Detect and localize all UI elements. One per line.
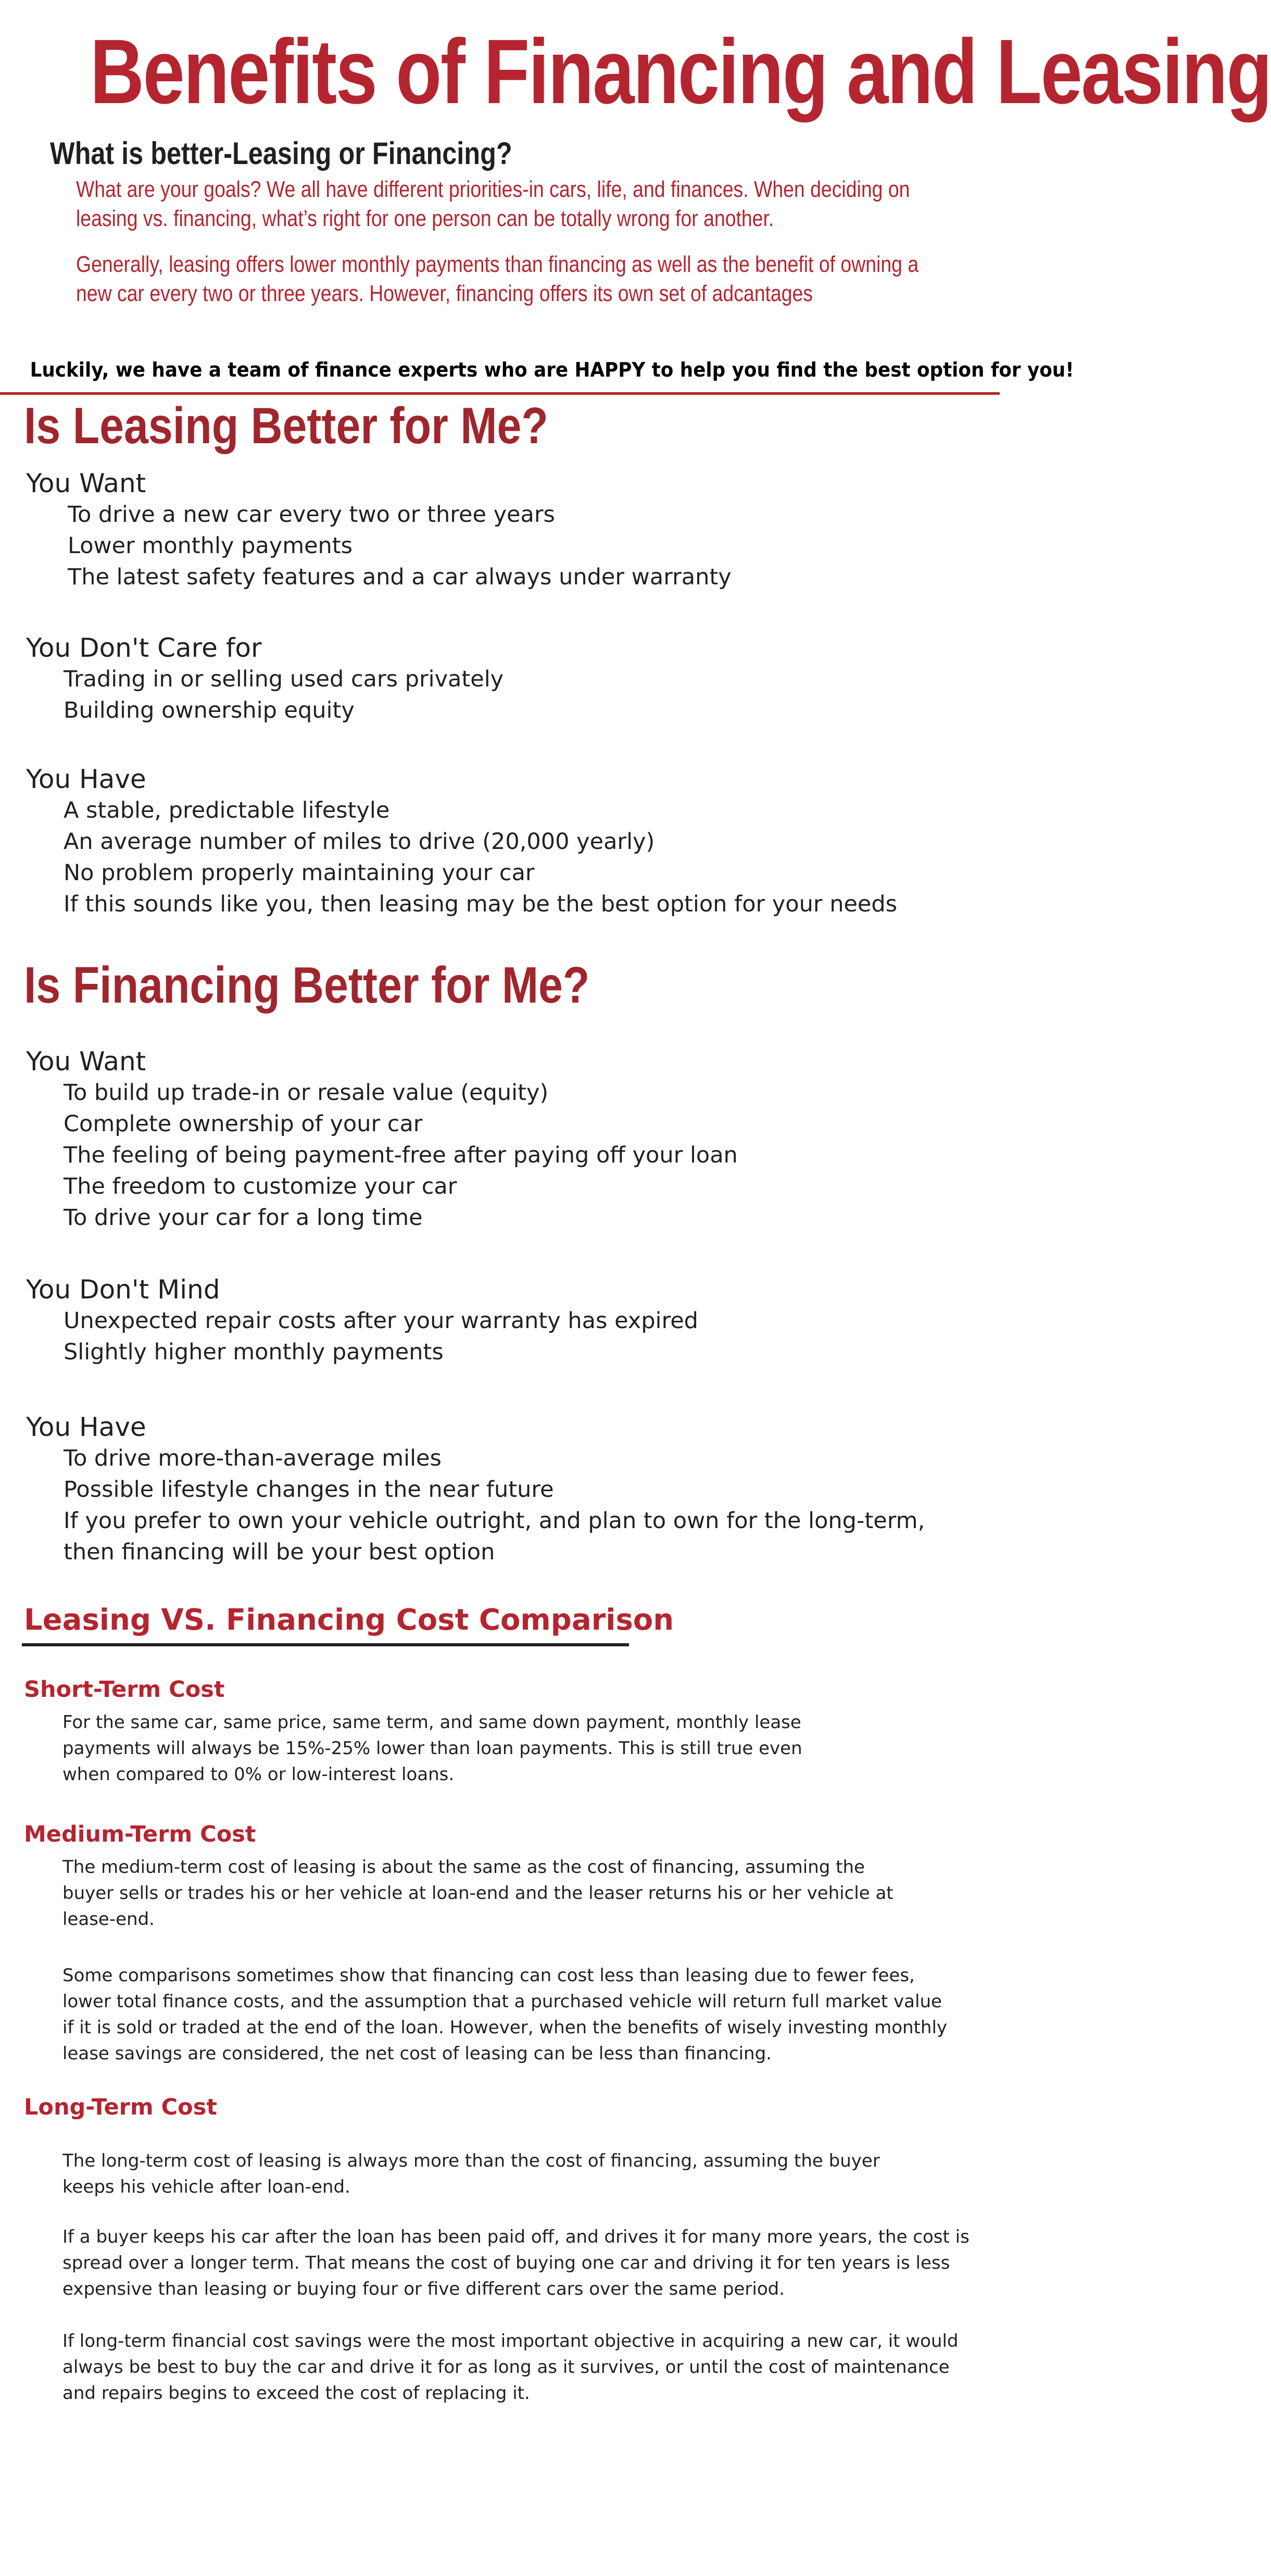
intro-question: What is better-Leasing or Financing? bbox=[50, 136, 512, 171]
financing-you-want bbox=[26, 1046, 738, 1233]
list-item: To drive more-than-average miles bbox=[64, 1445, 442, 1471]
list-item: Slightly higher monthly payments bbox=[64, 1339, 444, 1365]
cost-comparison-title: Leasing VS. Financing Cost Comparison bbox=[24, 1603, 674, 1637]
group-heading: You Have bbox=[26, 764, 146, 794]
list-item: To drive your car for a long time bbox=[64, 1205, 423, 1231]
list-item: A stable, predictable lifestyle bbox=[64, 797, 390, 823]
page-title: Benefits of Financing and Leasing bbox=[90, 21, 1271, 123]
group-heading: You Want bbox=[26, 468, 146, 498]
financing-you-dont-mind bbox=[26, 1274, 698, 1368]
list-item: Unexpected repair costs after your warranty has expired bbox=[64, 1308, 698, 1334]
short-term-paragraph: For the same car, same price, same term, and same down payment, monthly lease payments will always be 15%-25% lower than loan payments. This is still true even when compared to 0% or low-interest loans. bbox=[62, 1712, 802, 1785]
group-heading: You Want bbox=[26, 1046, 146, 1077]
long-term-paragraph-2: If a buyer keeps his car after the loan has been paid off, and drives it for many more years, the cost is spread over a longer term. That means the cost of buying one car and driving it for ten years is less expensive than leasing or buying four or five different cars over the same period. bbox=[62, 2227, 970, 2299]
leasing-you-have bbox=[26, 764, 897, 920]
financing-want-list bbox=[26, 1077, 738, 1233]
list-item: To drive a new car every two or three years bbox=[68, 502, 555, 528]
leasing-dont-care-list bbox=[26, 664, 504, 726]
short-term-heading: Short-Term Cost bbox=[24, 1677, 225, 1703]
list-item: then financing will be your best option bbox=[64, 1539, 495, 1565]
list-item: Building ownership equity bbox=[64, 697, 355, 723]
list-item: If this sounds like you, then leasing may be the best option for your needs bbox=[64, 891, 898, 917]
list-item: To build up trade-in or resale value (equity) bbox=[64, 1080, 549, 1106]
medium-term-heading: Medium-Term Cost bbox=[24, 1821, 256, 1847]
leasing-you-want bbox=[26, 468, 732, 593]
list-item: Lower monthly payments bbox=[68, 533, 353, 559]
list-item: An average number of miles to drive (20,000 yearly) bbox=[64, 829, 655, 855]
leasing-have-list bbox=[26, 795, 897, 920]
finance-experts-banner: Luckily, we have a team of finance experts who are HAPPY to help you find the best option for you! bbox=[30, 358, 1074, 381]
medium-term-paragraph-2: Some comparisons sometimes show that financing can cost less than leasing due to fewer fees, lower total finance costs, and the assumption that a purchased vehicle will return full market value if it is sold or traded at the end of the loan. However, when the benefits of wisely investing monthly lease savings are considered, the net cost of leasing can be less than financing. bbox=[62, 1965, 948, 2064]
intro-paragraph-general: Generally, leasing offers lower monthly payments than financing as well as the benefit of owning a new car every two or three years. However, financing offers its own set of adcantages bbox=[76, 252, 919, 306]
intro-paragraph-goals: What are your goals? We all have different priorities-in cars, life, and finances. When deciding on leasing vs. financing, what’s right for one person can be totally wrong for another. bbox=[76, 177, 910, 231]
long-term-paragraph-1: The long-term cost of leasing is always more than the cost of financing, assuming the buyer keeps his vehicle after loan-end. bbox=[62, 2150, 880, 2197]
list-item: The feeling of being payment-free after paying off your loan bbox=[64, 1142, 738, 1168]
section-divider bbox=[0, 392, 1000, 395]
group-heading: You Don't Care for bbox=[26, 633, 262, 663]
list-item: No problem properly maintaining your car bbox=[64, 860, 535, 886]
long-term-heading: Long-Term Cost bbox=[24, 2094, 217, 2120]
leasing-section-title: Is Leasing Better for Me? bbox=[24, 397, 548, 454]
list-item: Complete ownership of your car bbox=[64, 1111, 423, 1137]
group-heading: You Don't Mind bbox=[26, 1274, 220, 1305]
financing-section-title: Is Financing Better for Me? bbox=[24, 956, 590, 1014]
financing-dont-mind-list bbox=[26, 1305, 698, 1368]
financing-have-list bbox=[26, 1443, 925, 1568]
leasing-want-list bbox=[26, 499, 732, 593]
list-item: If you prefer to own your vehicle outright, and plan to own for the long-term, bbox=[64, 1508, 925, 1534]
list-item: The latest safety features and a car always under warranty bbox=[68, 564, 732, 590]
medium-term-paragraph-1: The medium-term cost of leasing is about the same as the cost of financing, assuming the buyer sells or trades his or her vehicle at loan-end and the leaser returns his or her vehicle at lease-end. bbox=[62, 1857, 894, 1930]
list-item: The freedom to customize your car bbox=[64, 1173, 457, 1199]
financing-you-have bbox=[26, 1411, 925, 1568]
leasing-you-dont-care bbox=[26, 632, 504, 726]
long-term-paragraph-3: If long-term financial cost savings were the most important objective in acquiring a new car, it would always be best to buy the car and drive it for as long as it survives, or until the cost of maintenance and repairs begins to exceed the cost of replacing it. bbox=[62, 2331, 959, 2404]
list-item: Trading in or selling used cars privately bbox=[64, 666, 504, 692]
list-item: Possible lifestyle changes in the near future bbox=[64, 1477, 554, 1503]
cost-comparison-underline bbox=[22, 1643, 629, 1646]
group-heading: You Have bbox=[26, 1412, 146, 1442]
